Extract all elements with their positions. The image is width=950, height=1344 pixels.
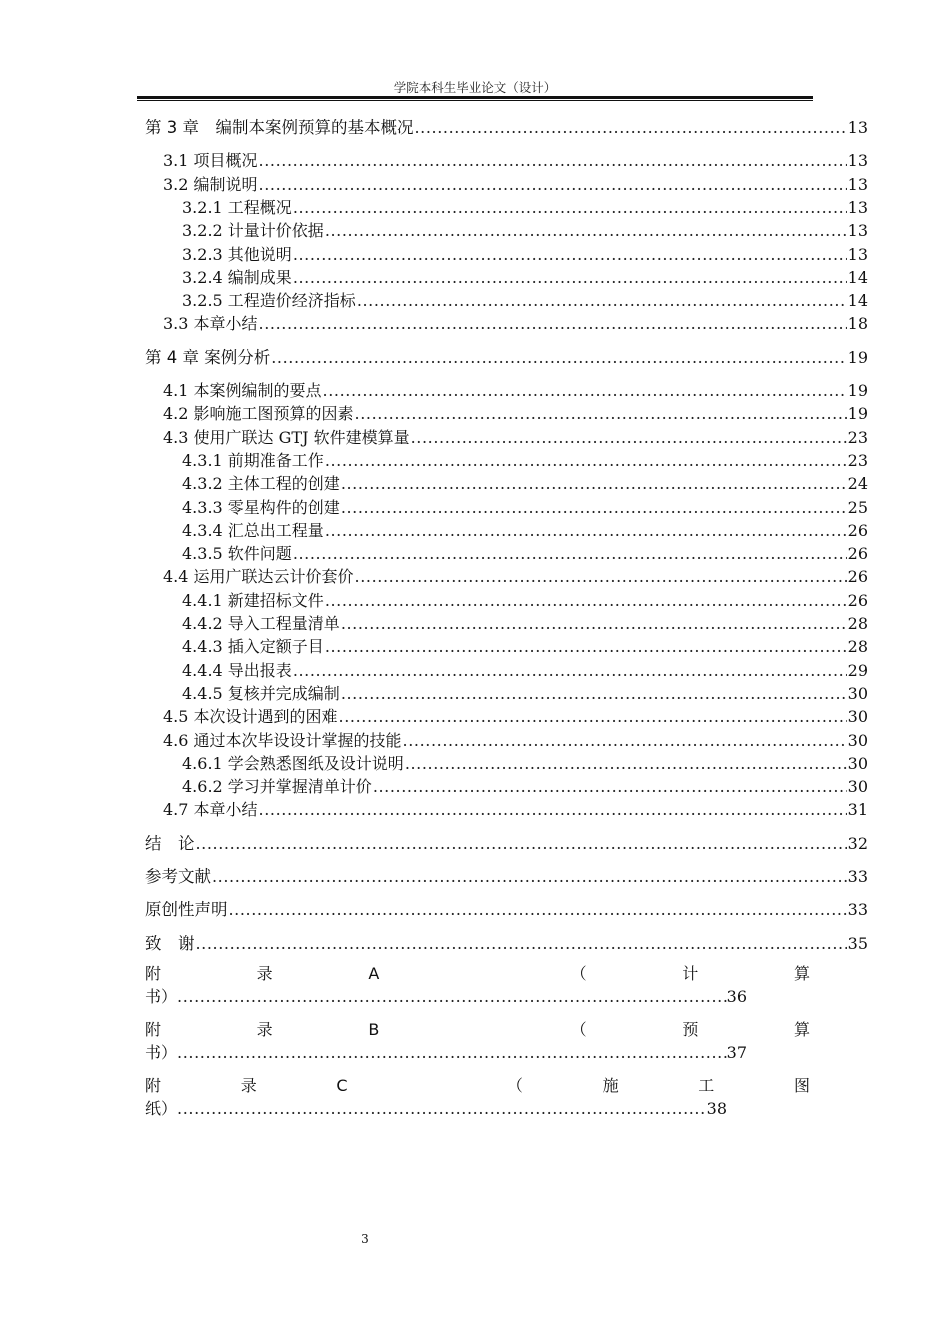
toc-leader-dots bbox=[196, 832, 847, 855]
toc-entry-page: 13 bbox=[847, 174, 868, 194]
toc-leader-dots bbox=[411, 426, 847, 449]
toc-entry-page: 19 bbox=[847, 381, 868, 400]
appendix-title-word: 工 bbox=[698, 1076, 715, 1095]
toc-entry-title: 4.4.5 复核并完成编制 bbox=[182, 683, 340, 703]
toc-entry[interactable] bbox=[163, 173, 868, 196]
toc-entry-page: 19 bbox=[847, 347, 868, 367]
toc-leader-dots bbox=[177, 985, 727, 1008]
toc-entry-title: 结 论 bbox=[145, 833, 195, 853]
toc-leader-dots bbox=[259, 798, 847, 821]
appendix-title-word: 预 bbox=[682, 1020, 699, 1039]
appendix-page: 38 bbox=[706, 1099, 727, 1118]
toc-leader-dots bbox=[339, 705, 847, 728]
toc-entry-page: 25 bbox=[847, 497, 868, 517]
toc-entry-title: 3.2.4 编制成果 bbox=[182, 267, 292, 287]
appendix-title-word: （ bbox=[570, 964, 587, 983]
running-header: 学院本科生毕业论文（设计） bbox=[393, 80, 557, 95]
toc-entry[interactable] bbox=[182, 659, 868, 682]
toc-entry-title: 4.3.4 汇总出工程量 bbox=[182, 520, 324, 540]
toc-entry[interactable] bbox=[182, 289, 868, 312]
toc-entry-page: 30 bbox=[847, 683, 868, 703]
toc-entry-page: 30 bbox=[847, 707, 868, 727]
toc-entry-title: 4.1 本案例编制的要点 bbox=[163, 381, 322, 400]
toc-entry-title: 3.2.1 工程概况 bbox=[182, 197, 292, 217]
toc-entry-title: 致 谢 bbox=[145, 933, 195, 953]
toc-entry-title: 4.3.3 零星构件的创建 bbox=[182, 497, 340, 517]
appendix-title-line bbox=[145, 1074, 810, 1097]
toc-leader-dots bbox=[355, 402, 847, 425]
toc-entry[interactable] bbox=[182, 635, 868, 658]
toc-entry-page: 30 bbox=[847, 730, 868, 750]
toc-entry-page: 13 bbox=[847, 221, 868, 241]
appendix-title-word: 录 bbox=[256, 1020, 273, 1039]
appendix-title-word: 施 bbox=[602, 1076, 619, 1095]
toc-entry-page: 33 bbox=[847, 867, 868, 886]
toc-entry[interactable] bbox=[145, 346, 868, 369]
appendix-title-word: （ bbox=[570, 1020, 587, 1039]
toc-leader-dots bbox=[341, 682, 847, 705]
toc-entry[interactable] bbox=[163, 379, 868, 402]
toc-leader-dots bbox=[293, 196, 847, 219]
toc-entry-page: 28 bbox=[847, 637, 868, 657]
toc-entry[interactable] bbox=[145, 116, 868, 139]
toc-leader-dots bbox=[259, 312, 847, 335]
header-rule bbox=[137, 96, 813, 101]
toc-entry-title: 4.6.1 学会熟悉图纸及设计说明 bbox=[182, 753, 404, 773]
toc-leader-dots bbox=[325, 589, 847, 612]
toc-leader-dots bbox=[325, 449, 847, 472]
toc-entry-title: 4.3.5 软件问题 bbox=[182, 544, 292, 564]
appendix-title-word: 附 bbox=[145, 964, 162, 983]
toc-entry-title: 3.1 项目概况 bbox=[163, 151, 258, 171]
appendix-title-word: 附 bbox=[145, 1076, 162, 1095]
toc-leader-dots bbox=[196, 932, 847, 955]
toc-entry[interactable] bbox=[182, 243, 868, 266]
toc-leader-dots bbox=[405, 752, 847, 775]
toc-entry-page: 14 bbox=[847, 291, 868, 311]
toc-entry-title: 3.2.5 工程造价经济指标 bbox=[182, 291, 356, 311]
appendix-title-word: C bbox=[336, 1076, 348, 1095]
toc-entry-title: 4.4.1 新建招标文件 bbox=[182, 590, 324, 610]
appendix-page: 37 bbox=[726, 1043, 747, 1062]
toc-entry-title: 4.4 运用广联达云计价套价 bbox=[163, 567, 354, 587]
toc-entry[interactable] bbox=[163, 729, 868, 752]
toc-leader-dots bbox=[323, 379, 847, 402]
toc-leader-dots bbox=[293, 542, 847, 565]
toc-leader-dots bbox=[341, 612, 847, 635]
toc-leader-dots bbox=[415, 116, 847, 139]
toc-entry-page: 31 bbox=[847, 800, 868, 820]
toc-entry[interactable] bbox=[182, 775, 868, 798]
toc-leader-dots bbox=[212, 865, 847, 888]
toc-entry[interactable] bbox=[163, 149, 868, 172]
toc-leader-dots bbox=[325, 219, 847, 242]
toc-entry-title: 4.3.2 主体工程的创建 bbox=[182, 474, 340, 494]
toc-entry-title: 4.6 通过本次毕设设计掌握的技能 bbox=[163, 730, 402, 750]
toc-entry-title: 4.4.4 导出报表 bbox=[182, 660, 292, 680]
toc-entry-title: 3.2 编制说明 bbox=[163, 174, 258, 194]
appendix-title-word: 计 bbox=[682, 964, 699, 983]
toc-entry-title: 4.5 本次设计遇到的困难 bbox=[163, 707, 338, 727]
toc-leader-dots bbox=[341, 472, 847, 495]
appendix-entry[interactable] bbox=[145, 962, 810, 1008]
appendix-entry[interactable] bbox=[145, 1074, 810, 1120]
appendix-title-continuation: 书） bbox=[145, 1043, 178, 1062]
toc-entry[interactable] bbox=[163, 402, 868, 425]
appendix-title-word: 图 bbox=[793, 1076, 810, 1095]
toc-entry-page: 19 bbox=[847, 404, 868, 424]
toc-entry-page: 32 bbox=[847, 833, 868, 853]
appendix-title-continuation: 纸） bbox=[145, 1099, 178, 1118]
toc-entry-page: 24 bbox=[847, 474, 868, 494]
toc-entry[interactable] bbox=[182, 589, 868, 612]
toc-leader-dots bbox=[259, 173, 847, 196]
appendix-title-continuation: 书） bbox=[145, 987, 178, 1006]
toc-leader-dots bbox=[355, 565, 847, 588]
toc-entry[interactable] bbox=[145, 865, 868, 888]
toc-entry[interactable] bbox=[145, 932, 868, 955]
toc-leader-dots bbox=[373, 775, 847, 798]
toc-entry-page: 18 bbox=[847, 314, 868, 334]
toc-entry-title: 4.6.2 学习并掌握清单计价 bbox=[182, 777, 372, 797]
toc-entry-page: 13 bbox=[847, 151, 868, 171]
toc-entry[interactable] bbox=[182, 266, 868, 289]
toc-entry-title: 第 4 章 案例分析 bbox=[145, 347, 271, 367]
appendix-entry[interactable] bbox=[145, 1018, 810, 1064]
toc-entry[interactable] bbox=[163, 798, 868, 821]
toc-entry-page: 14 bbox=[847, 267, 868, 287]
appendix-title-line bbox=[145, 1018, 810, 1041]
toc-entry-title: 4.7 本章小结 bbox=[163, 800, 258, 820]
toc-entry[interactable] bbox=[145, 898, 868, 921]
appendix-title-word: B bbox=[368, 1020, 380, 1039]
toc-leader-dots bbox=[293, 659, 847, 682]
toc-entry-page: 30 bbox=[847, 753, 868, 773]
toc-entry[interactable] bbox=[182, 472, 868, 495]
toc-entry-page: 33 bbox=[847, 900, 868, 920]
toc-entry-page: 28 bbox=[847, 614, 868, 633]
toc-entry-page: 29 bbox=[847, 660, 868, 680]
appendix-title-word: 算 bbox=[793, 1020, 810, 1039]
toc-entry-title: 第 3 章 编制本案例预算的基本概况 bbox=[145, 118, 414, 137]
toc-leader-dots bbox=[357, 289, 847, 312]
toc-entry-page: 26 bbox=[847, 590, 868, 610]
toc-entry-page: 23 bbox=[847, 427, 868, 447]
toc-entry-title: 4.3 使用广联达 GTJ 软件建模算量 bbox=[163, 427, 410, 447]
toc-entry-page: 30 bbox=[847, 777, 868, 797]
toc-leader-dots bbox=[341, 496, 847, 519]
appendix-title-line bbox=[145, 962, 810, 985]
toc-entry[interactable] bbox=[145, 832, 868, 855]
appendix-title-word: 附 bbox=[145, 1020, 162, 1039]
toc-entry[interactable] bbox=[182, 196, 868, 219]
toc-leader-dots bbox=[325, 635, 847, 658]
toc-entry-title: 3.2.3 其他说明 bbox=[182, 244, 292, 264]
toc-leader-dots bbox=[271, 346, 846, 369]
appendix-page: 36 bbox=[726, 987, 747, 1006]
toc-entry-page: 13 bbox=[847, 197, 868, 217]
toc-entry-title: 4.2 影响施工图预算的因素 bbox=[163, 404, 354, 424]
toc-entry[interactable] bbox=[182, 542, 868, 565]
appendix-title-word: 录 bbox=[256, 964, 273, 983]
toc-entry-page: 26 bbox=[847, 544, 868, 564]
toc-entry-page: 13 bbox=[847, 244, 868, 264]
toc-entry[interactable] bbox=[163, 705, 868, 728]
toc-leader-dots bbox=[259, 149, 847, 172]
toc-entry-page: 23 bbox=[847, 450, 868, 470]
toc-leader-dots bbox=[293, 266, 847, 289]
toc-leader-dots bbox=[177, 1041, 727, 1064]
toc-entry-title: 原创性声明 bbox=[145, 900, 228, 920]
toc-entry-page: 26 bbox=[847, 567, 868, 587]
toc-entry[interactable] bbox=[182, 519, 868, 542]
appendix-title-word: 录 bbox=[240, 1076, 257, 1095]
toc-entry[interactable] bbox=[182, 752, 868, 775]
toc-entry[interactable] bbox=[182, 612, 868, 635]
toc-entry-page: 13 bbox=[847, 118, 868, 137]
page-number: 3 bbox=[361, 1232, 369, 1246]
toc-entry-title: 4.4.3 插入定额子目 bbox=[182, 637, 324, 657]
toc-entry[interactable] bbox=[163, 565, 868, 588]
toc-entry-title: 3.3 本章小结 bbox=[163, 314, 258, 334]
toc-entry-title: 3.2.2 计量计价依据 bbox=[182, 221, 324, 241]
toc-leader-dots bbox=[403, 729, 847, 752]
toc-leader-dots bbox=[325, 519, 847, 542]
appendix-title-word: A bbox=[368, 964, 380, 983]
toc-entry[interactable] bbox=[182, 682, 868, 705]
appendix-title-word: （ bbox=[506, 1076, 523, 1095]
toc-leader-dots bbox=[293, 243, 847, 266]
toc-entry[interactable] bbox=[182, 496, 868, 519]
toc-entry-title: 参考文献 bbox=[145, 867, 211, 886]
toc-entry[interactable] bbox=[182, 449, 868, 472]
toc-entry-title: 4.3.1 前期准备工作 bbox=[182, 450, 324, 470]
toc-leader-dots bbox=[229, 898, 847, 921]
toc-entry-title: 4.4.2 导入工程量清单 bbox=[182, 614, 340, 633]
toc-entry-page: 26 bbox=[847, 520, 868, 540]
toc-entry[interactable] bbox=[163, 426, 868, 449]
toc-entry[interactable] bbox=[182, 219, 868, 242]
appendix-title-word: 算 bbox=[793, 964, 810, 983]
toc-entry[interactable] bbox=[163, 312, 868, 335]
toc-entry-page: 35 bbox=[847, 933, 868, 953]
toc-leader-dots bbox=[177, 1097, 707, 1120]
